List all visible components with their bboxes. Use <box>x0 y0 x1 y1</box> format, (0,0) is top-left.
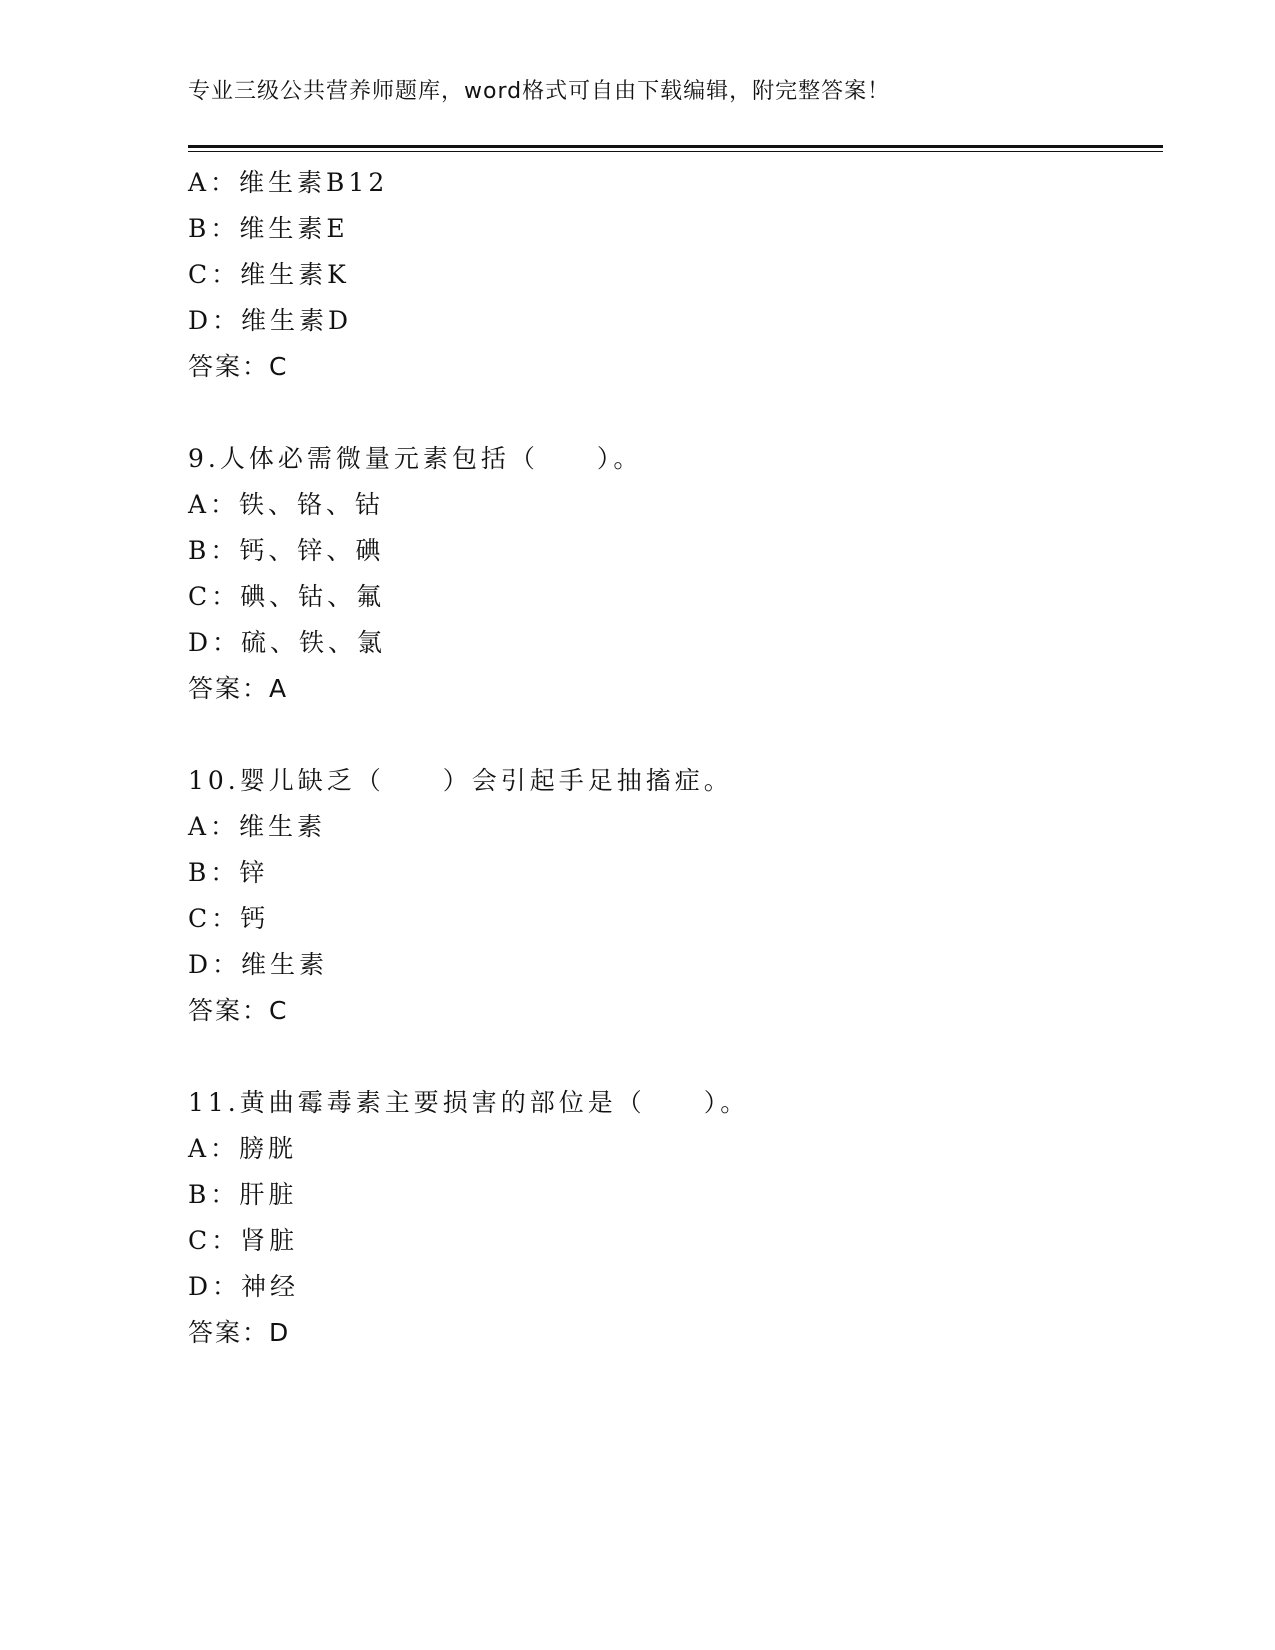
option-c: C：碘、钴、氟 <box>188 582 386 611</box>
header-rule-thick <box>188 145 1163 148</box>
answer: 答案：C <box>188 996 289 1025</box>
answer: 答案：A <box>188 674 289 703</box>
option-b: B：钙、锌、碘 <box>188 536 385 565</box>
option-d: D：维生素D <box>188 306 353 335</box>
option-a: A：维生素 <box>188 812 327 841</box>
question-text: 11.黄曲霉毒素主要损害的部位是（ ）。 <box>188 1088 750 1117</box>
option-a: A：维生素B12 <box>188 168 389 197</box>
question-block-9 <box>188 436 1163 712</box>
question-block-11 <box>188 1080 1163 1356</box>
option-a: A：膀胱 <box>188 1134 298 1163</box>
question-text: 10.婴儿缺乏（ ）会引起手足抽搐症。 <box>188 766 733 795</box>
header-rule-thin <box>188 151 1163 152</box>
option-b: B：锌 <box>188 858 269 887</box>
answer: 答案：D <box>188 1318 291 1347</box>
option-b: B：维生素E <box>188 214 349 243</box>
option-d: D：硫、铁、氯 <box>188 628 387 657</box>
option-a: A：铁、铬、钴 <box>188 490 385 519</box>
option-d: D：维生素 <box>188 950 329 979</box>
option-c: C：肾脏 <box>188 1226 299 1255</box>
question-block-10 <box>188 758 1163 1034</box>
question-list <box>188 160 1163 1356</box>
option-d: D：神经 <box>188 1272 300 1301</box>
option-c: C：维生素K <box>188 260 350 289</box>
question-block-8 <box>188 160 1163 390</box>
option-c: C：钙 <box>188 904 270 933</box>
answer: 答案：C <box>188 352 289 381</box>
question-text: 9.人体必需微量元素包括（ ）。 <box>188 444 643 473</box>
option-b: B：肝脏 <box>188 1180 298 1209</box>
page-header: 专业三级公共营养师题库，word格式可自由下载编辑，附完整答案！ <box>188 79 891 104</box>
